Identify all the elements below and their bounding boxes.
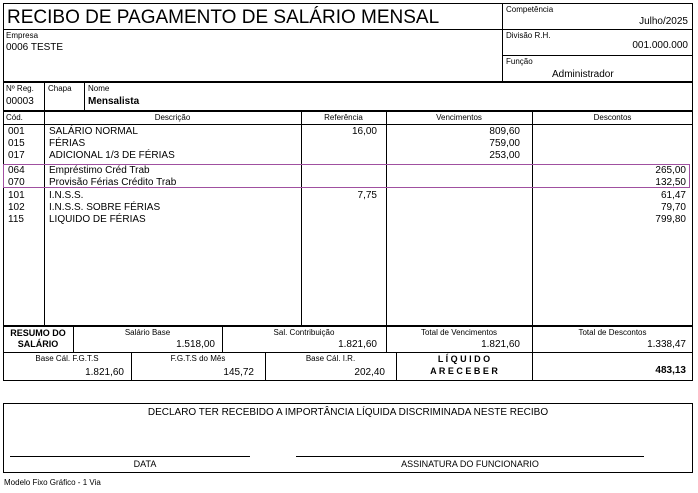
salario-base-value: 1.518,00 [176,339,215,350]
model-footer: Modelo Fixo Gráfico - 1 Via [4,478,101,487]
col-header-cod: Cód. [6,113,23,122]
row-venc: 759,00 [489,138,520,149]
resumo-label: RESUMO DO [10,328,66,338]
total-desc-label: Total de Descontos [578,328,647,337]
row-desc: FÉRIAS [49,138,86,149]
row-venc: 253,00 [489,150,520,161]
row-desc: I.N.S.S. SOBRE FÉRIAS [49,202,161,213]
col-header-referencia: Referência [324,113,363,122]
row-descontos: 61,47 [660,190,686,201]
sal-contrib-label: Sal. Contribuição [273,328,335,337]
row-descontos: 799,80 [655,214,686,225]
row-cod: 115 [8,214,24,225]
liquido-value: 483,13 [655,365,686,376]
employee-signature-line [296,456,644,457]
col-header-descricao: Descrição [154,113,191,122]
funcao-value: Administrador [552,69,614,80]
base-fgts-value: 1.821,60 [85,367,124,378]
table-header-line [3,124,693,125]
date-signature-line [10,456,250,457]
sal-contrib-value: 1.821,60 [338,339,377,350]
page-title: RECIBO DE PAGAMENTO DE SALÁRIO MENSAL [7,7,440,28]
row-desc: Provisão Férias Crédito Trab [49,177,177,188]
nome-value: Mensalista [88,96,140,107]
date-label: DATA [133,459,157,469]
row-desc: SALÁRIO NORMAL [49,126,138,137]
table-column-line [386,111,387,326]
nome-label: Nome [88,84,110,93]
salario-base-label: Salário Base [124,328,171,337]
header-divider [502,3,503,82]
header-line [3,29,693,30]
chapa-label: Chapa [48,84,72,93]
competencia-value: Julho/2025 [639,16,688,27]
table-column-line [301,111,302,326]
competencia-label: Competência [506,5,554,14]
col-header-descontos: Descontos [593,113,632,122]
total-desc-value: 1.338,47 [647,339,686,350]
base-ir-label: Base Cál. I.R. [305,354,356,363]
row-cod: 015 [8,138,25,149]
row-desc: LIQUIDO DE FÉRIAS [49,214,146,225]
liquido-label: L Í Q U I D O [437,354,491,364]
reg-label: Nº Reg. [6,84,34,93]
row-cod: 070 [8,177,25,188]
row-descontos: 132,50 [655,177,686,188]
row-cod: 064 [8,165,25,176]
empresa-value: 0006 TESTE [6,42,64,53]
table-column-line [44,111,45,326]
fgts-mes-label: F.G.T.S do Mês [170,354,226,363]
divisao-value: 001.000.000 [632,40,688,51]
reg-value: 00003 [6,96,34,107]
declaration-text: DECLARO TER RECEBIDO A IMPORTÂNCIA LÍQUIDA DISCRIMINADA NESTE RECIBO [147,407,549,418]
row-descontos: 265,00 [655,165,686,176]
row-desc: ADICIONAL 1/3 DE FÉRIAS [49,150,175,161]
row-desc: I.N.S.S. [49,190,84,201]
row-cod: 001 [8,126,25,137]
table-column-line [532,111,533,326]
row-ref: 16,00 [351,126,377,137]
signature-label: ASSINATURA DO FUNCIONARIO [401,459,539,469]
funcao-label: Função [506,57,533,66]
fgts-mes-value: 145,72 [223,367,254,378]
row-cod: 017 [8,150,25,161]
base-fgts-label: Base Cál. F.G.T.S [35,354,99,363]
row-cod: 101 [8,190,25,201]
total-venc-label: Total de Vencimentos [420,328,498,337]
header-line [502,55,693,56]
resumo-label: SALÁRIO [17,339,59,349]
row-venc: 809,60 [489,126,520,137]
summary-line [3,352,693,353]
liquido-label: A R E C E B E R [430,366,498,376]
row-ref: 7,75 [357,190,377,201]
empresa-label: Empresa [6,31,39,40]
row-descontos: 79,70 [660,202,686,213]
col-header-vencimentos: Vencimentos [436,113,482,122]
employee-divider [84,82,85,111]
total-venc-value: 1.821,60 [481,339,520,350]
divisao-label: Divisão R.H. [506,31,551,40]
row-desc: Empréstimo Créd Trab [49,165,150,176]
row-cod: 102 [8,202,25,213]
employee-divider [44,82,45,111]
base-ir-value: 202,40 [354,367,385,378]
